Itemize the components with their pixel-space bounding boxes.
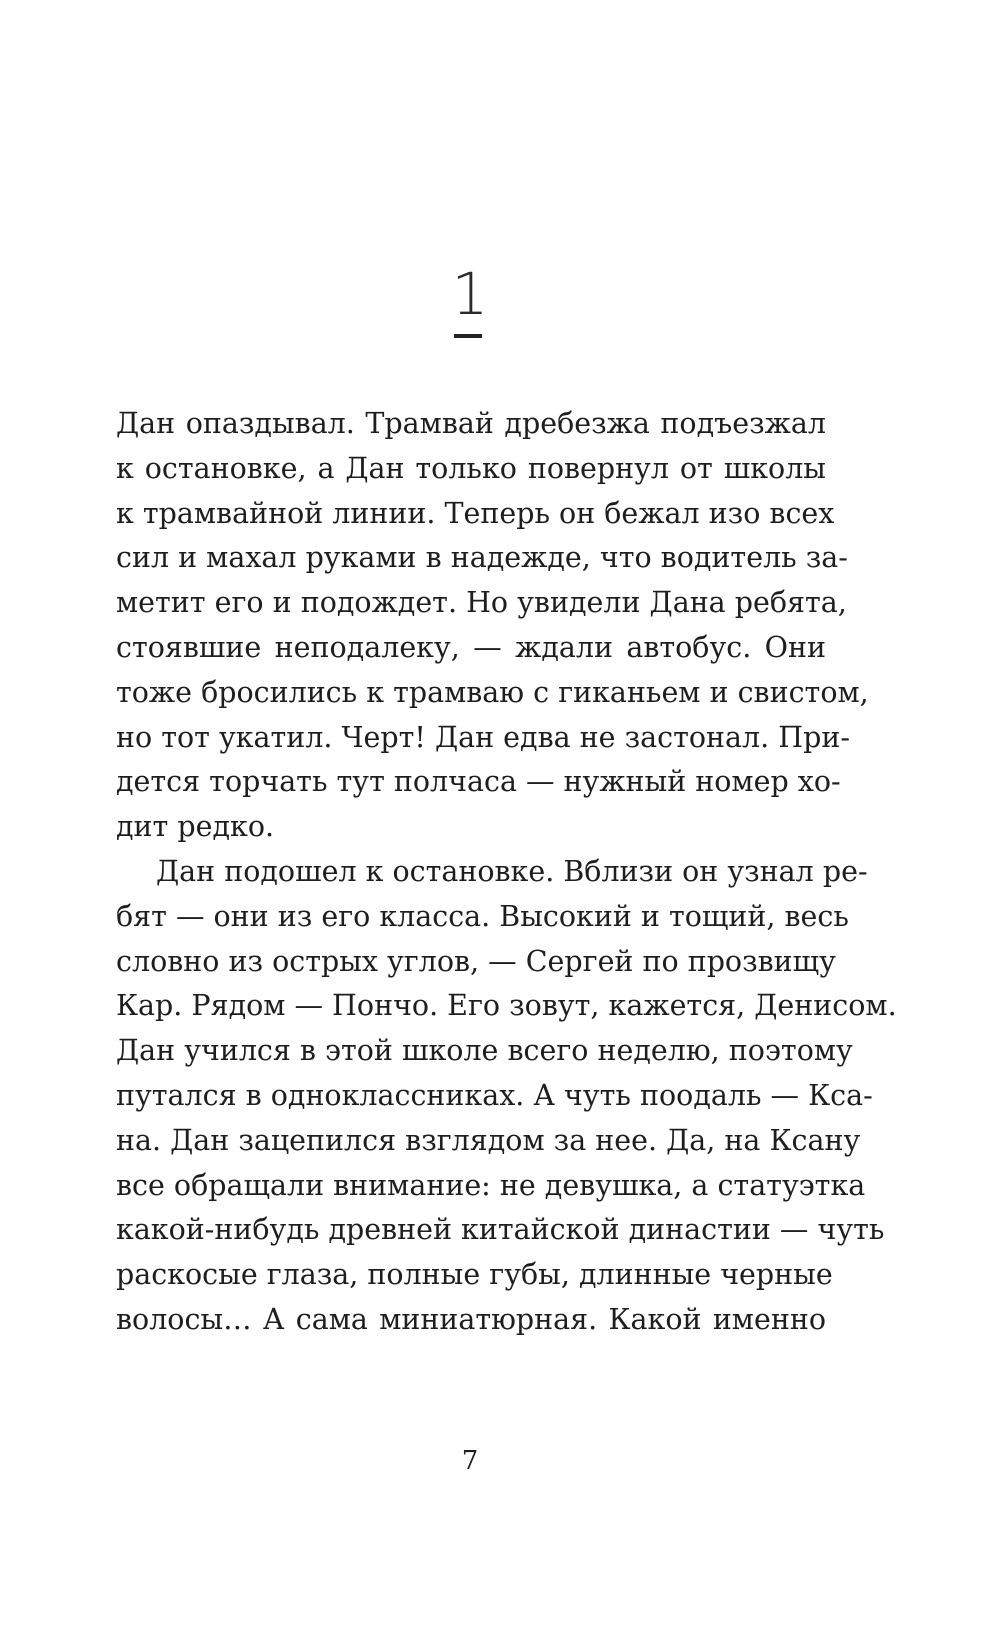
text-line: раскосые глаза, полные губы, длинные черные bbox=[116, 1258, 833, 1292]
text-line: словно из острых углов, — Сергей по прозвищу bbox=[116, 944, 836, 978]
text-line: волосы… А сама миниатюрная. Какой именно bbox=[116, 1302, 826, 1336]
text-line: бят — они из его класса. Высокий и тощий, весь bbox=[116, 899, 849, 933]
text-line: дется торчать тут полчаса — нужный номер хо- bbox=[116, 765, 841, 799]
text-line: путался в одноклассниках. А чуть поодаль — Кса- bbox=[116, 1078, 873, 1112]
text-line: Дан подошел к остановке. Вблизи он узнал ре- bbox=[156, 854, 868, 888]
text-line: метит его и подождет. Но увидели Дана ребята, bbox=[116, 586, 847, 620]
page-number: 7 bbox=[461, 1446, 479, 1476]
text-line: но тот укатил. Черт! Дан едва не застонал. При- bbox=[116, 720, 850, 754]
chapter-number: 1 bbox=[451, 260, 489, 328]
text-line: сил и махал руками в надежде, что водитель за- bbox=[116, 541, 848, 575]
body-text bbox=[116, 402, 897, 1343]
text-line: на. Дан зацепился взглядом за нее. Да, на Ксану bbox=[116, 1123, 861, 1157]
text-line: Дан опаздывал. Трамвай дребезжа подъезжал bbox=[116, 407, 826, 440]
text-line: все обращали внимание: не девушка, а статуэтка bbox=[116, 1168, 866, 1202]
text-line: к остановке, а Дан только повернул от школы bbox=[116, 451, 826, 485]
chapter-rule bbox=[454, 334, 482, 338]
text-line: дит редко. bbox=[116, 810, 275, 844]
text-line: к трамвайной линии. Теперь он бежал изо всех bbox=[116, 496, 835, 530]
text-line: тоже бросились к трамваю с гиканьем и свистом, bbox=[116, 675, 869, 709]
text-line: Кар. Рядом — Пончо. Его зовут, кажется, Денисом. bbox=[116, 989, 897, 1023]
text-line: какой-нибудь древней китайской династии — чуть bbox=[116, 1213, 885, 1247]
text-line: Дан учился в этой школе всего неделю, поэтому bbox=[116, 1034, 853, 1068]
text-line: стоявшие неподалеку, — ждали автобус. Они bbox=[116, 630, 826, 664]
